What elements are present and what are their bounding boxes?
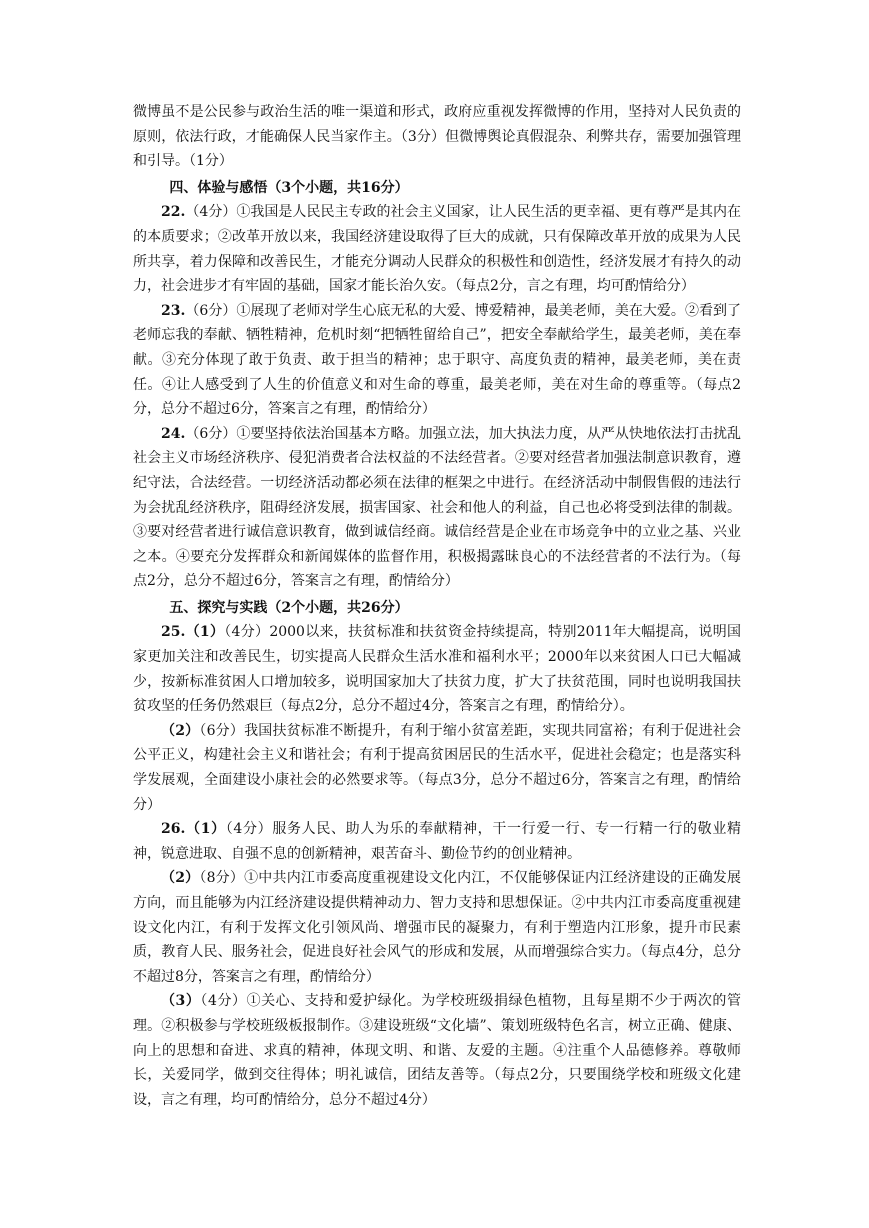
answer-25-1: 25.（1）（4分）2000以来，扶贫标准和扶贫资金持续提高，特别2011年大幅提高，说明国家更加关注和改善民生，切实提高人民群众生活水准和福利水平；2000年以来贫困人口已大幅减少，按新标准贫困人口增加较多，说明国家加大了扶贫力度，扩大了扶贫范围，同时也说明我国扶贫攻坚的任务仍然艰巨（每点2分，总分不超过4分，答案言之有理，酌情给分）。 xyxy=(133,624,741,715)
answer-23: 23.（6分）①展现了老师对学生心底无私的大爱、博爱精神，最美老师，美在大爱。②看到了老师忘我的奉献、牺牲精神，危机时刻“把牺牲留给自己”，把安全奉献给学生，最美老师，美在奉献。③充分体现了敢于负责、敢于担当的精神；忠于职守、高度负责的精神，最美老师，美在责任。④让人感受到了人生的价值意义和对生命的尊重，最美老师，美在对生命的尊重等。（每点2分，总分不超过6分，答案言之有理，酌情给分） xyxy=(133,302,741,418)
answer-24: 24.（6分）①要坚持依法治国基本方略。加强立法，加大执法力度，从严从快地依法打击扰乱社会主义市场经济秩序、侵犯消费者合法权益的不法经营者。②要对经营者加强法制意识教育，遵纪守法，合法经营。一切经济活动都必须在法律的框架之中进行。在经济活动中制假售假的违法行为会扰乱经济秩序，阻碍经济发展，损害国家、社会和他人的利益，自己也必将受到法律的制裁。③要对经营者进行诚信意识教育，做到诚信经商。诚信经营是企业在市场竞争中的立业之基、兴业之本。④要充分发挥群众和新闻媒体的监督作用，积极揭露昧良心的不法经营者的不法行为。（每点2分，总分不超过6分，答案言之有理，酌情给分） xyxy=(133,425,741,590)
paragraph-intro: 微博虽不是公民参与政治生活的唯一渠道和形式，政府应重视发挥微博的作用，坚持对人民负责的原则，依法行政，才能确保人民当家作主。（3分）但微博舆论真假混杂、利弊共存，需要加强管理和引导。（1分） xyxy=(133,104,741,170)
answer-text xyxy=(133,100,741,1112)
question-number: 25.（1） xyxy=(161,624,225,641)
answer-26-3: （3）（4分）①关心、支持和爱护绿化。为学校班级捐绿色植物，且每星期不少于两次的管理。②积极参与学校班级板报制作。③建设班级“文化墙”、策划班级特色名言，树立正确、健康、向上的思想和奋进、求真的精神，体现文明、和谐、友爱的主题。④注重个人品德修养。尊敬师长，关爱同学，做到交往得体；明礼诚信，团结友善等。（每点2分，只要围绕学校和班级文化建设，言之有理，均可酌情给分，总分不超过4分） xyxy=(133,993,741,1108)
question-number: 22. xyxy=(161,204,186,221)
answer-26-1: 26.（1）（4分）服务人民、助人为乐的奉献精神，干一行爱一行、专一行精一行的敬业精神，锐意进取、自强不息的创新精神，艰苦奋斗、勤俭节约的创业精神。 xyxy=(133,821,741,862)
section-heading-five: 五、探究与实践（2个小题，共26分） xyxy=(169,599,409,616)
question-number: 23. xyxy=(161,302,186,319)
question-number: （2） xyxy=(161,870,200,887)
question-number: （3） xyxy=(161,993,201,1010)
question-number: 24. xyxy=(161,425,186,442)
question-number: 26.（1） xyxy=(161,821,226,838)
answer-26-2: （2）（8分）①中共内江市委高度重视建设文化内江，不仅能够保证内江经济建设的正确发展方向，而且能够为内江经济建设提供精神动力、智力支持和思想保证。②中共内江市委高度重视建设文化内江，有利于发挥文化引领风尚、增强市民的凝聚力，有利于塑造内江形象，提升市民素质，教育人民、服务社会，促进良好社会风气的形成和发展，从而增强综合实力。（每点4分，总分不超过8分，答案言之有理，酌情给分） xyxy=(133,870,741,985)
answer-22: 22.（4分）①我国是人民民主专政的社会主义国家，让人民生活的更幸福、更有尊严是其内在的本质要求；②改革开放以来，我国经济建设取得了巨大的成就，只有保障改革开放的成果为人民所共享，着力保障和改善民生，才能充分调动人民群众的积极性和创造性，经济发展才有持久的动力，社会进步才有牢固的基础，国家才能长治久安。（每点2分，言之有理，均可酌情给分） xyxy=(133,204,741,295)
question-number: （2） xyxy=(161,722,200,739)
answer-25-2: （2）（6分）我国扶贫标准不断提升，有利于缩小贫富差距，实现共同富裕；有利于促进社会公平正义，构建社会主义和谐社会；有利于提高贫困居民的生活水平，促进社会稳定；也是落实科学发展观，全面建设小康社会的必然要求等。（每点3分，总分不超过6分，答案言之有理，酌情给分） xyxy=(133,722,741,813)
section-heading-four: 四、体验与感悟（3个小题，共16分） xyxy=(169,179,409,196)
